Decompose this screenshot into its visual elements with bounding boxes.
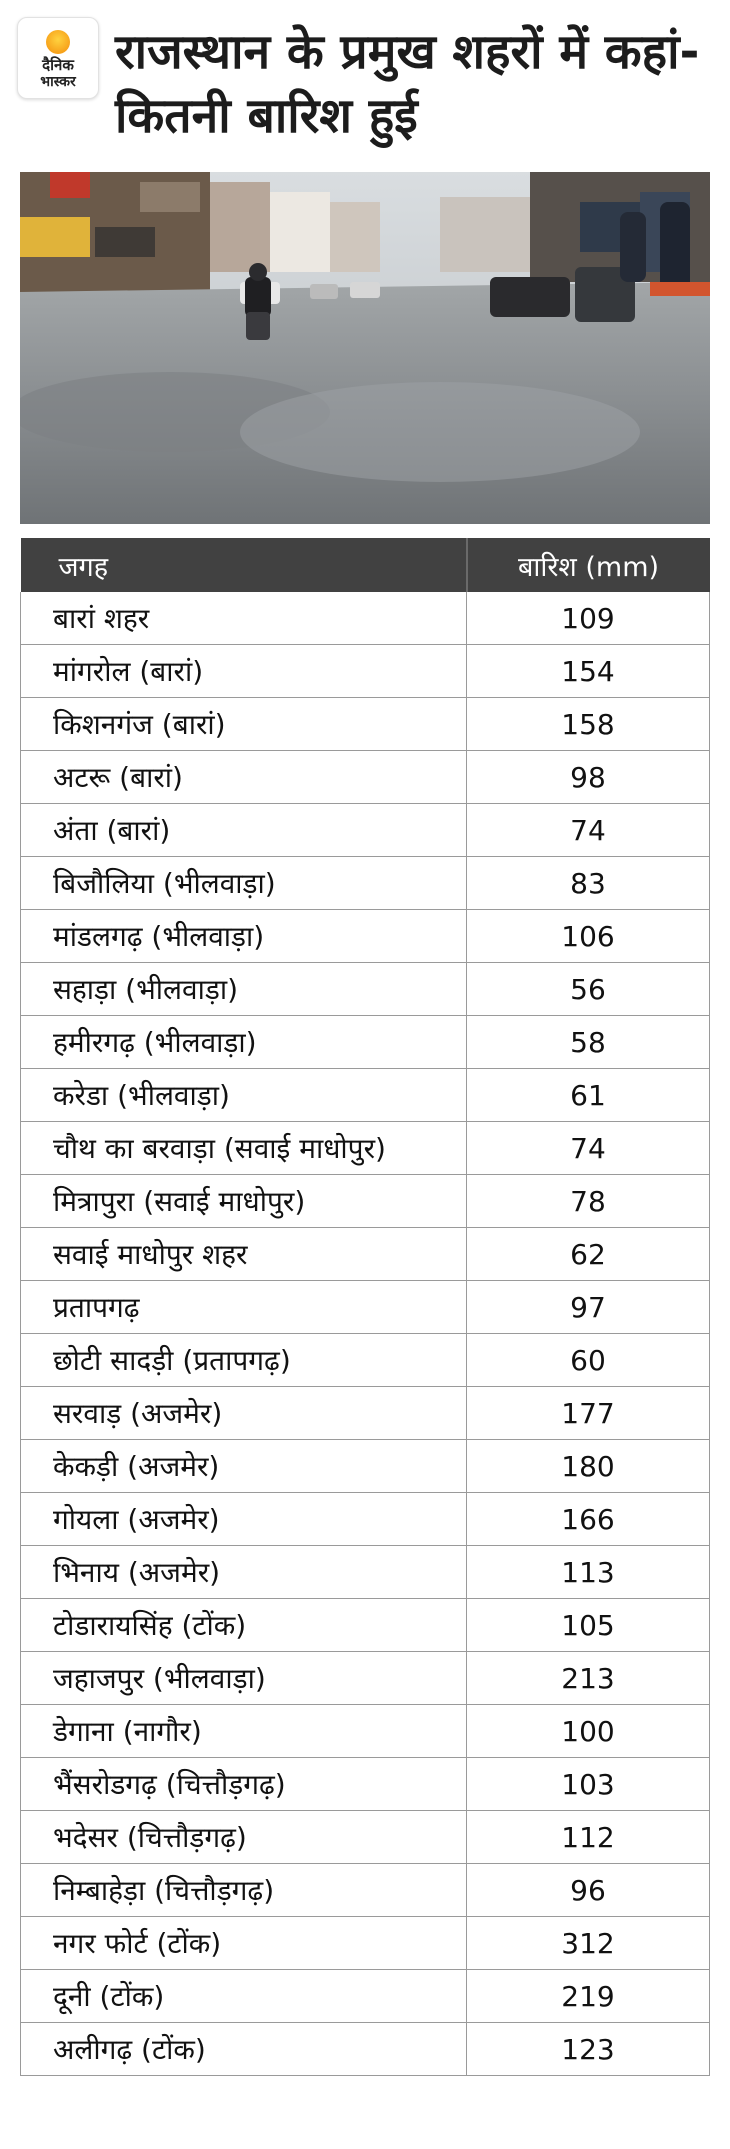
table-row xyxy=(21,1016,710,1069)
table-row xyxy=(21,910,710,963)
rainfall-cell: 83 xyxy=(467,857,710,910)
logo[interactable] xyxy=(17,17,99,99)
logo-line1: दैनिक xyxy=(42,56,74,74)
rainfall-cell: 158 xyxy=(467,698,710,751)
place-cell: हमीरगढ़ (भीलवाड़ा) xyxy=(21,1016,467,1069)
rainfall-cell: 109 xyxy=(467,592,710,645)
rainfall-cell: 177 xyxy=(467,1387,710,1440)
table-row xyxy=(21,751,710,804)
place-cell: बारां शहर xyxy=(21,592,467,645)
place-cell: प्रतापगढ़ xyxy=(21,1281,467,1334)
rainfall-cell: 96 xyxy=(467,1864,710,1917)
table-row xyxy=(21,1281,710,1334)
rainfall-cell: 166 xyxy=(467,1493,710,1546)
place-cell: छोटी सादड़ी (प्रतापगढ़) xyxy=(21,1334,467,1387)
place-cell: केकड़ी (अजमेर) xyxy=(21,1440,467,1493)
place-cell: मांडलगढ़ (भीलवाड़ा) xyxy=(21,910,467,963)
place-cell: गोयला (अजमेर) xyxy=(21,1493,467,1546)
place-cell: किशनगंज (बारां) xyxy=(21,698,467,751)
header xyxy=(0,0,730,160)
rainfall-cell: 113 xyxy=(467,1546,710,1599)
rainfall-cell: 312 xyxy=(467,1917,710,1970)
table-row xyxy=(21,698,710,751)
rainfall-cell: 62 xyxy=(467,1228,710,1281)
place-cell: टोडारायसिंह (टोंक) xyxy=(21,1599,467,1652)
rainfall-table xyxy=(20,538,710,2076)
rainfall-cell: 56 xyxy=(467,963,710,1016)
table-row xyxy=(21,1493,710,1546)
table-row xyxy=(21,1069,710,1122)
place-cell: नगर फोर्ट (टोंक) xyxy=(21,1917,467,1970)
place-cell: अंता (बारां) xyxy=(21,804,467,857)
rainfall-cell: 78 xyxy=(467,1175,710,1228)
table-row xyxy=(21,2023,710,2076)
place-cell: डेगाना (नागौर) xyxy=(21,1705,467,1758)
rainfall-cell: 58 xyxy=(467,1016,710,1069)
rainfall-cell: 180 xyxy=(467,1440,710,1493)
table-row xyxy=(21,592,710,645)
rainfall-cell: 98 xyxy=(467,751,710,804)
table-row xyxy=(21,1387,710,1440)
rainfall-cell: 154 xyxy=(467,645,710,698)
rainfall-cell: 61 xyxy=(467,1069,710,1122)
table-row xyxy=(21,1811,710,1864)
table-row xyxy=(21,857,710,910)
place-cell: अलीगढ़ (टोंक) xyxy=(21,2023,467,2076)
rainfall-cell: 112 xyxy=(467,1811,710,1864)
rainfall-cell: 106 xyxy=(467,910,710,963)
place-cell: दूनी (टोंक) xyxy=(21,1970,467,2023)
table-header-row xyxy=(21,538,710,592)
logo-line2: भास्कर xyxy=(40,74,76,90)
place-cell: सवाई माधोपुर शहर xyxy=(21,1228,467,1281)
place-cell: करेडा (भीलवाड़ा) xyxy=(21,1069,467,1122)
rainfall-cell: 97 xyxy=(467,1281,710,1334)
table-row xyxy=(21,1228,710,1281)
place-cell: अटरू (बारां) xyxy=(21,751,467,804)
table-row xyxy=(21,1599,710,1652)
rainy-street-photo xyxy=(20,172,710,524)
rainfall-cell: 60 xyxy=(467,1334,710,1387)
sun-icon xyxy=(46,30,70,54)
table-row xyxy=(21,1546,710,1599)
rainfall-cell: 103 xyxy=(467,1758,710,1811)
page-title: राजस्थान के प्रमुख शहरों में कहां-कितनी बारिश हुई xyxy=(115,24,700,144)
table-row xyxy=(21,804,710,857)
table-row xyxy=(21,1122,710,1175)
table-row xyxy=(21,1334,710,1387)
place-cell: भैंसरोडगढ़ (चित्तौड़गढ़) xyxy=(21,1758,467,1811)
rainfall-cell: 74 xyxy=(467,1122,710,1175)
place-cell: मांगरोल (बारां) xyxy=(21,645,467,698)
table-row xyxy=(21,1440,710,1493)
rainfall-cell: 219 xyxy=(467,1970,710,2023)
place-cell: भदेसर (चित्तौड़गढ़) xyxy=(21,1811,467,1864)
place-cell: चौथ का बरवाड़ा (सवाई माधोपुर) xyxy=(21,1122,467,1175)
rainfall-cell: 213 xyxy=(467,1652,710,1705)
table-row xyxy=(21,1758,710,1811)
place-cell: निम्बाहेड़ा (चित्तौड़गढ़) xyxy=(21,1864,467,1917)
header-rain: बारिश (mm) xyxy=(467,538,710,592)
table-row xyxy=(21,1705,710,1758)
table-row xyxy=(21,1652,710,1705)
place-cell: भिनाय (अजमेर) xyxy=(21,1546,467,1599)
place-cell: मित्रापुरा (सवाई माधोपुर) xyxy=(21,1175,467,1228)
rainfall-cell: 105 xyxy=(467,1599,710,1652)
table-row xyxy=(21,1917,710,1970)
place-cell: बिजौलिया (भीलवाड़ा) xyxy=(21,857,467,910)
table-row xyxy=(21,645,710,698)
place-cell: जहाजपुर (भीलवाड़ा) xyxy=(21,1652,467,1705)
place-cell: सरवाड़ (अजमेर) xyxy=(21,1387,467,1440)
table-row xyxy=(21,963,710,1016)
rainfall-cell: 123 xyxy=(467,2023,710,2076)
table-row xyxy=(21,1864,710,1917)
table-row xyxy=(21,1175,710,1228)
place-cell: सहाड़ा (भीलवाड़ा) xyxy=(21,963,467,1016)
rainfall-cell: 100 xyxy=(467,1705,710,1758)
header-place: जगह xyxy=(21,538,467,592)
table-row xyxy=(21,1970,710,2023)
rainfall-cell: 74 xyxy=(467,804,710,857)
